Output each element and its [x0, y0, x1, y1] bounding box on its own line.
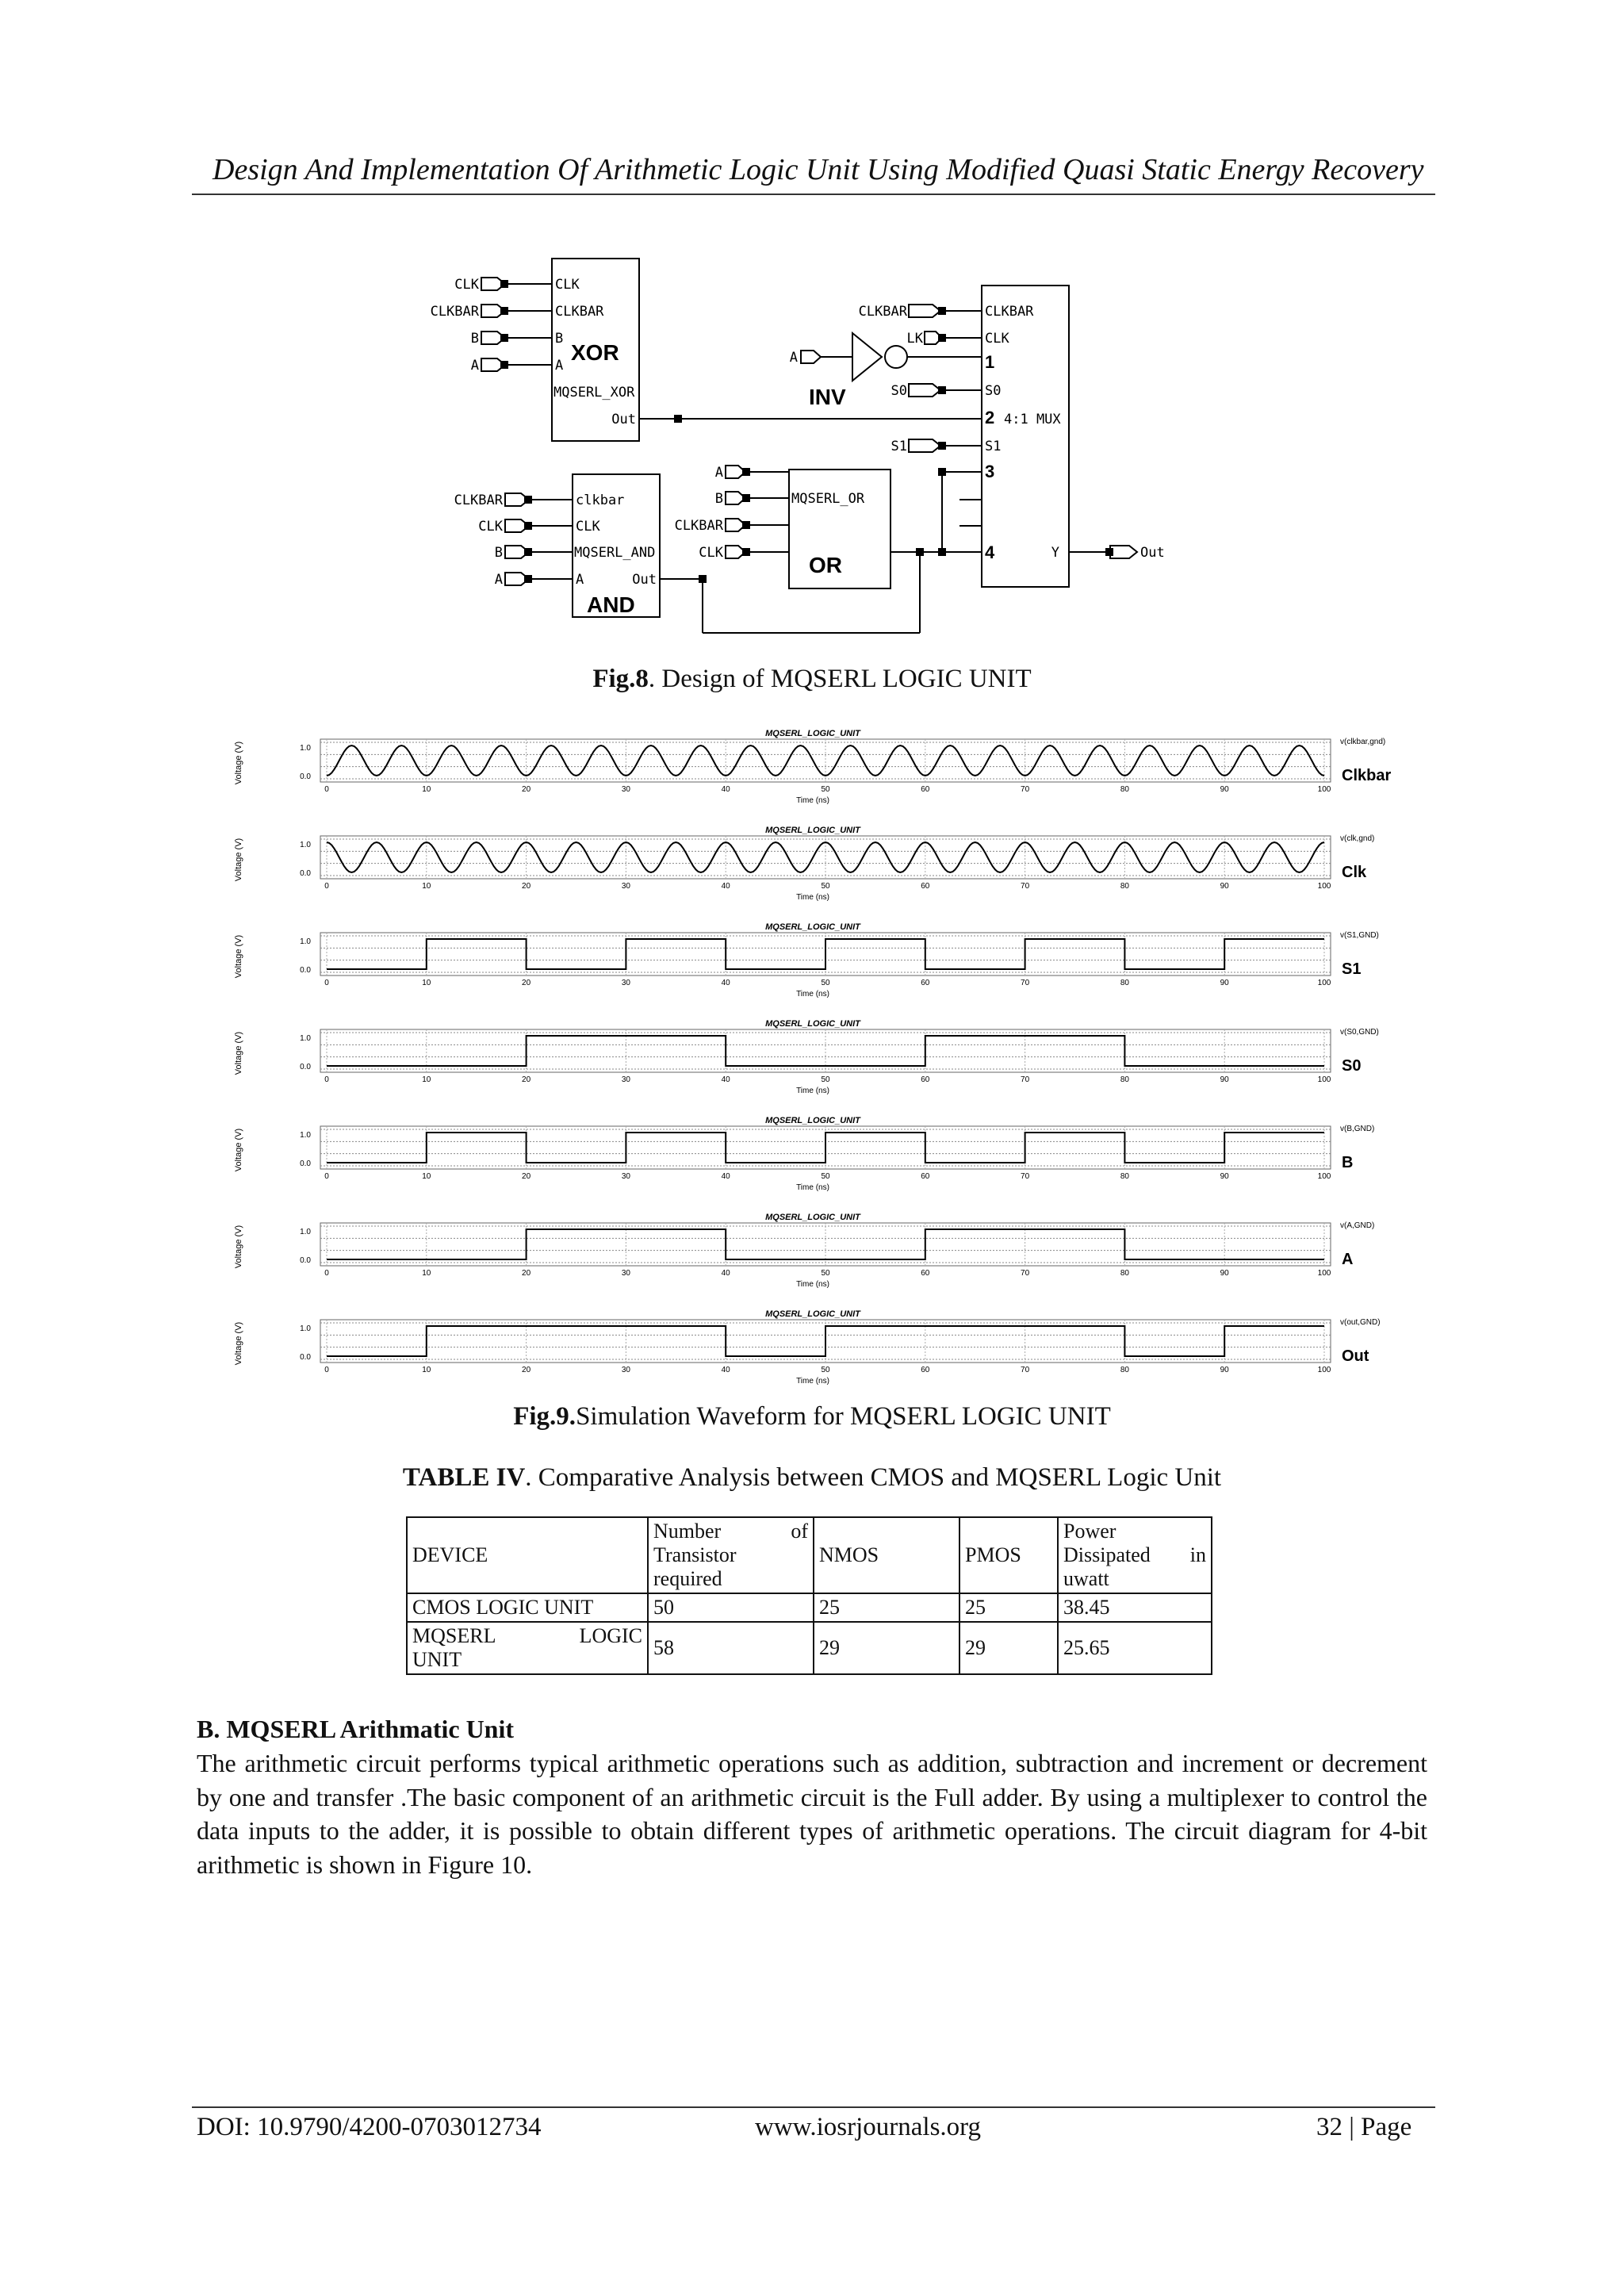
y-tick-label: 1.0 — [300, 744, 311, 753]
header-line: Power — [1063, 1520, 1116, 1543]
x-tick-label: 70 — [1021, 979, 1030, 987]
or-port-label: CLK — [699, 545, 723, 561]
x-tick-label: 20 — [522, 1172, 531, 1181]
xor-pin-label: CLK — [555, 277, 580, 293]
mux-pin-label: 3 — [985, 462, 995, 481]
x-tick-label: 70 — [1021, 1269, 1030, 1278]
x-tick-label: 30 — [621, 1366, 630, 1374]
and-pin-label: clkbar — [576, 493, 625, 508]
mux-out-label: Y — [1051, 545, 1059, 561]
x-tick-label: 50 — [821, 979, 830, 987]
fig9-caption-text: Simulation Waveform for MQSERL LOGIC UNIT — [576, 1402, 1111, 1431]
x-tick-label: 50 — [821, 1075, 830, 1084]
x-tick-label: 50 — [821, 1366, 830, 1374]
mux-port-label: LK — [906, 331, 923, 347]
cell-line: UNIT — [412, 1648, 462, 1671]
trace-name: v(out,GND) — [1340, 1318, 1381, 1327]
signal-name: S1 — [1342, 960, 1362, 978]
x-axis-label: Time (ns) — [796, 1280, 829, 1289]
x-tick-label: 0 — [324, 785, 329, 794]
mux-pin-label: 2 — [985, 408, 995, 427]
x-axis-label: Time (ns) — [796, 1087, 829, 1095]
x-tick-label: 80 — [1120, 1269, 1129, 1278]
x-tick-label: 90 — [1220, 1172, 1229, 1181]
table-cell: 50 — [648, 1593, 814, 1622]
x-tick-label: 60 — [921, 1172, 930, 1181]
x-tick-label: 0 — [324, 1269, 329, 1278]
x-tick-label: 0 — [324, 1366, 329, 1374]
x-tick-label: 0 — [324, 979, 329, 987]
y-tick-label: 0.0 — [300, 1159, 311, 1168]
x-tick-label: 30 — [621, 785, 630, 794]
table-cell: 58 — [648, 1622, 814, 1674]
x-tick-label: 60 — [921, 1366, 930, 1374]
xor-pin-label: A — [555, 358, 564, 374]
xor-port-label: A — [470, 358, 479, 374]
y-axis-label: Voltage (V) — [234, 1225, 243, 1269]
x-axis-label: Time (ns) — [796, 1377, 829, 1386]
y-axis-label: Voltage (V) — [234, 934, 243, 979]
x-tick-label: 80 — [1120, 1172, 1129, 1181]
x-tick-label: 90 — [1220, 1075, 1229, 1084]
x-tick-label: 90 — [1220, 979, 1229, 987]
waveform-trace — [327, 939, 1324, 969]
and-pin-label: A — [576, 572, 584, 588]
panel-title: MQSERL_LOGIC_UNIT — [765, 922, 860, 932]
signal-name: Clk — [1342, 864, 1367, 881]
table-title — [0, 1463, 1624, 1493]
y-tick-label: 1.0 — [300, 1324, 311, 1333]
x-tick-label: 20 — [522, 1269, 531, 1278]
x-tick-label: 30 — [621, 1172, 630, 1181]
table-cell: CMOS LOGIC UNIT — [407, 1593, 648, 1622]
x-tick-label: 100 — [1317, 785, 1331, 794]
table-header-cell — [648, 1517, 814, 1593]
x-tick-label: 90 — [1220, 1366, 1229, 1374]
fig9-caption-label: Fig.9. — [513, 1402, 576, 1431]
x-tick-label: 50 — [821, 1172, 830, 1181]
x-tick-label: 20 — [522, 1366, 531, 1374]
fig8-schematic — [412, 254, 1205, 642]
cell-line: MQSERL LOGIC — [412, 1624, 642, 1647]
signal-name: Out — [1342, 1347, 1369, 1365]
header-line: required — [653, 1567, 722, 1590]
panel-title: MQSERL_LOGIC_UNIT — [765, 826, 860, 835]
mux-port-label: CLKBAR — [858, 304, 907, 320]
x-tick-label: 10 — [422, 979, 431, 987]
x-tick-label: 80 — [1120, 1075, 1129, 1084]
header-line: uwatt — [1063, 1567, 1109, 1590]
x-tick-label: 0 — [324, 1075, 329, 1084]
x-tick-label: 100 — [1317, 1366, 1331, 1374]
or-port-label: B — [714, 491, 723, 507]
x-tick-label: 20 — [522, 1075, 531, 1084]
mux-pin-label: CLKBAR — [985, 304, 1034, 320]
y-tick-label: 0.0 — [300, 772, 311, 781]
footer-page: 32 | Page — [1316, 2113, 1412, 2141]
x-tick-label: 50 — [821, 785, 830, 794]
x-tick-label: 40 — [721, 1366, 730, 1374]
header-rule — [192, 194, 1435, 195]
comparison-table — [406, 1516, 1212, 1675]
header-line: Transistor — [653, 1543, 737, 1566]
y-tick-label: 0.0 — [300, 1256, 311, 1265]
table-cell: 25.65 — [1058, 1622, 1212, 1674]
x-axis-label: Time (ns) — [796, 1183, 829, 1192]
waveform-trace — [327, 1133, 1324, 1163]
x-tick-label: 100 — [1317, 1269, 1331, 1278]
x-tick-label: 90 — [1220, 785, 1229, 794]
x-tick-label: 100 — [1317, 1075, 1331, 1084]
xor-name: XOR — [571, 340, 619, 365]
or-name: OR — [809, 553, 842, 577]
signal-name: Clkbar — [1342, 767, 1392, 784]
x-tick-label: 60 — [921, 882, 930, 891]
x-tick-label: 70 — [1021, 1172, 1030, 1181]
mux-pin-label: CLK — [985, 331, 1009, 347]
x-tick-label: 40 — [721, 785, 730, 794]
table-cell — [407, 1622, 648, 1674]
table-title-label: TABLE IV — [402, 1463, 526, 1492]
x-axis-label: Time (ns) — [796, 990, 829, 999]
mux-pin-label: 1 — [985, 352, 995, 372]
fig8-caption-label: Fig.8 — [592, 665, 649, 693]
mux-port-label: S0 — [891, 383, 907, 399]
y-tick-label: 0.0 — [300, 1353, 311, 1362]
y-tick-label: 1.0 — [300, 1034, 311, 1043]
section-heading: B. MQSERL Arithmatic Unit — [197, 1715, 515, 1743]
trace-name: v(S1,GND) — [1340, 931, 1379, 940]
inv-port-label: A — [789, 350, 798, 366]
x-tick-label: 60 — [921, 1075, 930, 1084]
x-tick-label: 40 — [721, 979, 730, 987]
xor-cell-name: MQSERL_XOR — [553, 385, 635, 401]
header-line: Dissipated in — [1063, 1543, 1206, 1566]
xor-pin-label: CLKBAR — [555, 304, 604, 320]
trace-name: v(B,GND) — [1340, 1125, 1375, 1133]
signal-name: A — [1342, 1251, 1354, 1268]
mux-pin-label: S0 — [985, 383, 1002, 399]
x-tick-label: 100 — [1317, 882, 1331, 891]
fig8-caption — [0, 665, 1624, 694]
signal-name: S0 — [1342, 1057, 1362, 1075]
x-tick-label: 60 — [921, 785, 930, 794]
fig9-caption — [0, 1402, 1624, 1432]
inv-name: INV — [809, 385, 846, 409]
x-tick-label: 20 — [522, 785, 531, 794]
x-tick-label: 40 — [721, 1269, 730, 1278]
signal-name: B — [1342, 1154, 1354, 1171]
and-pin-label: CLK — [576, 519, 600, 535]
x-tick-label: 40 — [721, 882, 730, 891]
table-row — [407, 1622, 1212, 1674]
table-header-row — [407, 1517, 1212, 1593]
trace-name: v(clk,gnd) — [1340, 834, 1375, 843]
x-tick-label: 40 — [721, 1172, 730, 1181]
mux-name: 4:1 MUX — [1004, 412, 1061, 427]
table-cell: 29 — [814, 1622, 959, 1674]
or-port-label: CLKBAR — [674, 518, 723, 534]
and-port-label: A — [494, 572, 503, 588]
x-tick-label: 50 — [821, 882, 830, 891]
table-cell: 29 — [959, 1622, 1058, 1674]
and-port-label: B — [494, 545, 503, 561]
x-tick-label: 10 — [422, 1269, 431, 1278]
and-out-label: Out — [632, 572, 657, 588]
footer-site: www.iosrjournals.org — [755, 2113, 982, 2141]
x-tick-label: 10 — [422, 1172, 431, 1181]
x-tick-label: 70 — [1021, 1075, 1030, 1084]
and-port-label: CLK — [478, 519, 503, 535]
xor-port-label: CLKBAR — [430, 304, 479, 320]
x-tick-label: 70 — [1021, 785, 1030, 794]
x-tick-label: 30 — [621, 1269, 630, 1278]
panel-title: MQSERL_LOGIC_UNIT — [765, 1213, 860, 1222]
table-cell: 38.45 — [1058, 1593, 1212, 1622]
x-tick-label: 20 — [522, 882, 531, 891]
x-tick-label: 80 — [1120, 882, 1129, 891]
x-tick-label: 50 — [821, 1269, 830, 1278]
x-tick-label: 70 — [1021, 882, 1030, 891]
and-name: AND — [587, 592, 635, 617]
y-tick-label: 0.0 — [300, 1063, 311, 1071]
footer-doi: DOI: 10.9790/4200-0703012734 — [197, 2113, 542, 2141]
y-tick-label: 0.0 — [300, 869, 311, 878]
y-axis-label: Voltage (V) — [234, 838, 243, 882]
header-line: Number of — [653, 1520, 808, 1543]
trace-name: v(S0,GND) — [1340, 1028, 1379, 1037]
panel-title: MQSERL_LOGIC_UNIT — [765, 1116, 860, 1125]
x-tick-label: 0 — [324, 882, 329, 891]
table-row — [407, 1593, 1212, 1622]
xor-port-label: B — [470, 331, 479, 347]
y-axis-label: Voltage (V) — [234, 1321, 243, 1366]
section-body: The arithmetic circuit performs typical arithmetic operations such as addition, subtraction and increment or decrement by one and transfer .The basic component of an arithmetic circuit is the Full adder. By using a multiplexer to control the data inputs to the adder, it is possible to obtain different types of arithmetic operations. The circuit diagram for 4-bit arithmetic is shown in Figure 10. — [197, 1749, 1427, 1879]
panel-title: MQSERL_LOGIC_UNIT — [765, 1019, 860, 1029]
table-header-cell: DEVICE — [407, 1517, 648, 1593]
fig8-caption-text: . Design of MQSERL LOGIC UNIT — [648, 665, 1032, 693]
xor-out-label: Out — [611, 412, 636, 427]
y-axis-label: Voltage (V) — [234, 1128, 243, 1172]
or-port-label: A — [714, 465, 723, 481]
y-tick-label: 1.0 — [300, 1228, 311, 1236]
y-tick-label: 1.0 — [300, 841, 311, 849]
x-tick-label: 90 — [1220, 1269, 1229, 1278]
x-tick-label: 100 — [1317, 1172, 1331, 1181]
output-port-label: Out — [1140, 545, 1165, 561]
y-axis-label: Voltage (V) — [234, 1031, 243, 1075]
x-tick-label: 0 — [324, 1172, 329, 1181]
x-tick-label: 80 — [1120, 785, 1129, 794]
mux-pin-label: 4 — [985, 542, 995, 562]
panel-title: MQSERL_LOGIC_UNIT — [765, 1309, 860, 1319]
xor-pin-label: B — [555, 331, 564, 347]
y-axis-label: Voltage (V) — [234, 741, 243, 785]
or-cell-name: MQSERL_OR — [791, 491, 865, 507]
table-header-cell: NMOS — [814, 1517, 959, 1593]
table-header-cell — [1058, 1517, 1212, 1593]
table-header-cell: PMOS — [959, 1517, 1058, 1593]
xor-port-label: CLK — [454, 277, 479, 293]
x-tick-label: 10 — [422, 1075, 431, 1084]
x-tick-label: 20 — [522, 979, 531, 987]
x-tick-label: 10 — [422, 785, 431, 794]
x-tick-label: 70 — [1021, 1366, 1030, 1374]
table-title-text: . Comparative Analysis between CMOS and MQSERL Logic Unit — [525, 1463, 1222, 1492]
y-tick-label: 1.0 — [300, 937, 311, 946]
x-tick-label: 30 — [621, 979, 630, 987]
x-tick-label: 30 — [621, 882, 630, 891]
x-tick-label: 60 — [921, 1269, 930, 1278]
x-axis-label: Time (ns) — [796, 796, 829, 805]
x-tick-label: 90 — [1220, 882, 1229, 891]
y-tick-label: 0.0 — [300, 966, 311, 975]
trace-name: v(clkbar,gnd) — [1340, 738, 1386, 746]
x-tick-label: 80 — [1120, 1366, 1129, 1374]
mux-pin-label: S1 — [985, 439, 1002, 454]
footer-rule — [192, 2106, 1435, 2108]
x-tick-label: 100 — [1317, 979, 1331, 987]
x-tick-label: 40 — [721, 1075, 730, 1084]
running-header: Design And Implementation Of Arithmetic Logic Unit Using Modified Quasi Static Energy Recovery — [213, 153, 1424, 186]
trace-name: v(A,GND) — [1340, 1221, 1375, 1230]
table-cell: 25 — [814, 1593, 959, 1622]
x-tick-label: 60 — [921, 979, 930, 987]
waveform-trace — [327, 1326, 1324, 1356]
x-tick-label: 80 — [1120, 979, 1129, 987]
y-tick-label: 1.0 — [300, 1131, 311, 1140]
inverter-symbol — [852, 333, 882, 381]
mux-port-label: S1 — [891, 439, 907, 454]
table-cell: 25 — [959, 1593, 1058, 1622]
panel-title: MQSERL_LOGIC_UNIT — [765, 729, 860, 738]
fig9-waveforms — [230, 722, 1396, 1404]
x-tick-label: 10 — [422, 1366, 431, 1374]
x-tick-label: 30 — [621, 1075, 630, 1084]
x-tick-label: 10 — [422, 882, 431, 891]
x-axis-label: Time (ns) — [796, 893, 829, 902]
and-port-label: CLKBAR — [454, 493, 503, 508]
and-cell-name: MQSERL_AND — [574, 545, 656, 561]
